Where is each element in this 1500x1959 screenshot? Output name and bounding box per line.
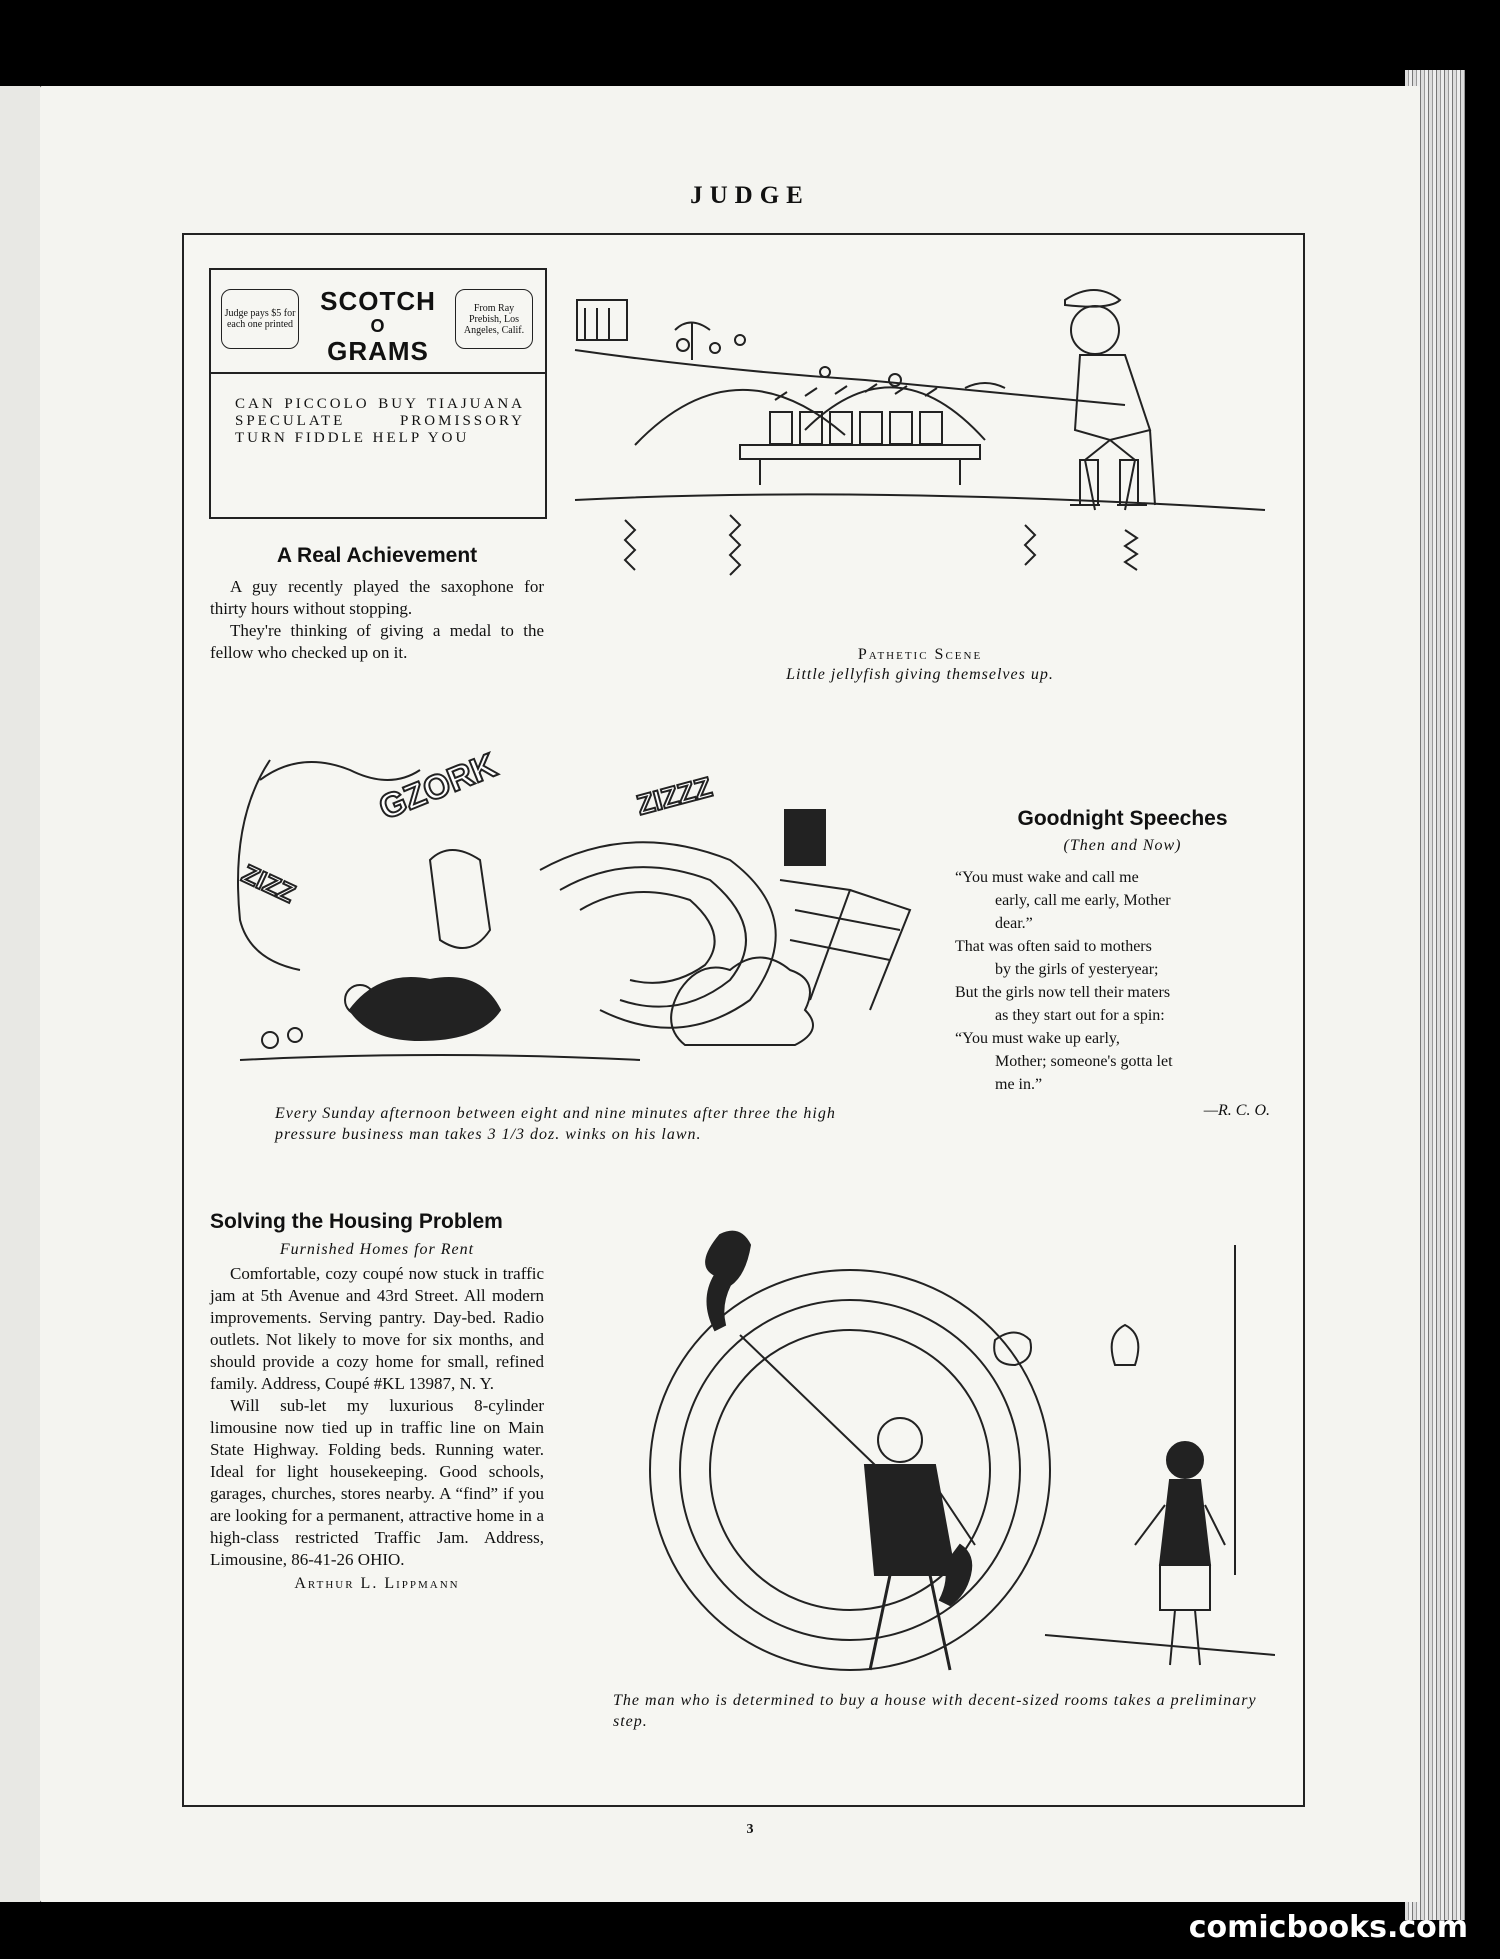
scotchograms-logo [311,282,445,370]
achievement-article [210,544,544,664]
whirl-line [540,842,776,1028]
achievement-paragraph: A guy recently played the saxophone for thirty hours without stopping. [210,577,544,618]
poem-line: dear.” [995,915,1033,932]
sender-note: From Ray Prebish, Los Angeles, Calif. [455,289,533,349]
waterline [575,494,1265,510]
cartoon-jellyfish [565,260,1280,620]
logo-o: O [370,316,386,336]
caption-text: Little jellyfish giving themselves up. [786,666,1054,683]
site-watermark: comicbooks.com [1188,1910,1468,1945]
poem-line: by the girls of yesteryear; [995,961,1159,978]
masthead: JUDGE [690,182,810,209]
floor-line [1045,1635,1275,1655]
poem-line: “You must wake up early, [955,1030,1120,1047]
cartoon3-caption: The man who is determined to buy a house with decent-sized rooms takes a preliminary step. [613,1692,1257,1730]
telegram-message: CAN PICCOLO BUY TIAJUANA SPECULATE PROMISSORY TURN FIDDLE HELP YOU [235,396,525,446]
man-figure [740,1335,975,1670]
cartoon-swinging-cats [575,1215,1275,1680]
scotchograms-box [209,268,547,519]
raised-arm [740,1335,875,1465]
flying-hat [994,1333,1031,1366]
poem-signature: —R. C. O. [1203,1102,1270,1119]
scotchograms-header [211,270,545,374]
ripple [625,520,635,570]
ripple [1125,530,1137,570]
ground [240,1055,640,1060]
tossed-cat [706,1232,750,1330]
splash-arc [635,390,845,445]
housing-author: Arthur L. Lippmann [294,1575,460,1592]
poem-line: “You must wake and call me [955,869,1139,886]
splash-arc [805,387,985,440]
whirl-line [560,867,746,1007]
bench [740,445,980,459]
logo-scotch: SCOTCH [320,286,436,316]
poem-line: as they start out for a spin: [995,1007,1165,1024]
poem-line: me in.” [995,1076,1043,1093]
deck-chair [780,880,910,1010]
housing-body [210,1263,544,1571]
goodnight-poem [955,807,1290,1120]
housing-paragraph: Comfortable, cozy coupé now stuck in traffic jam at 5th Avenue and 43rd Street. All modern improvements. Serving pantry. Day-bed. Radio outlets. Not likely to move for six months, and should provide a cozy home for small, refined family. Address, Coupé #KL 13987, N. Y. [210,1264,544,1393]
housing-paragraph: Will sub-let my luxurious 8-cylinder limousine now tied up in traffic line on Main State Highway. Folding beds. Running water. Ideal for light housekeeping. Good schools, garages, churches, stores nearby. A “find” if you are looking for a permanent, attractive home in a high-class restricted Traffic Jam. Address, Limousine, 86-41-26 OHIO. [210,1396,544,1569]
achievement-body [210,576,544,664]
achievement-paragraph: They're thinking of giving a medal to the fellow who checked up on it. [210,621,544,662]
housing-title: Solving the Housing Problem [210,1210,503,1233]
wall-fixture [1112,1325,1139,1365]
poem-subtitle: (Then and Now) [1063,837,1182,854]
logo-grams: GRAMS [327,336,429,366]
striped-cushion [785,810,825,865]
cartoon2-caption: Every Sunday afternoon between eight and nine minutes after three the high pressure business man takes 3 1/3 doz. winks on his lawn. [275,1105,836,1143]
poem-line: But the girls now tell their maters [955,984,1171,1001]
caption-title: Pathetic Scene [857,646,983,663]
poem-line: early, call me early, Mother [995,892,1171,909]
ripple [1025,525,1035,565]
facing-page-edge [0,86,43,1902]
cartoon-sleeping-businessman [210,720,930,1090]
zizzz-sound: ZIZZZ [633,771,716,821]
page-number: 3 [746,1822,754,1837]
payment-note: Judge pays $5 for each one printed [221,289,299,349]
ripple [730,515,740,575]
housing-article [210,1210,544,1593]
newspaper [430,850,490,948]
poem-line: That was often said to mothers [955,938,1152,955]
achievement-title: A Real Achievement [276,544,478,567]
zizz-sound: ZIZZ [237,858,300,909]
gzork-sound: GZORK [373,746,502,828]
cartoon1-caption [640,646,1200,685]
poem-lines [955,866,1290,1096]
poem-line: Mother; someone's gotta let [995,1053,1173,1070]
poem-title: Goodnight Speeches [1017,807,1228,830]
woman-figure [1135,1442,1225,1665]
whirl-line [580,892,715,983]
housing-subtitle: Furnished Homes for Rent [279,1241,475,1258]
jars [770,384,942,444]
